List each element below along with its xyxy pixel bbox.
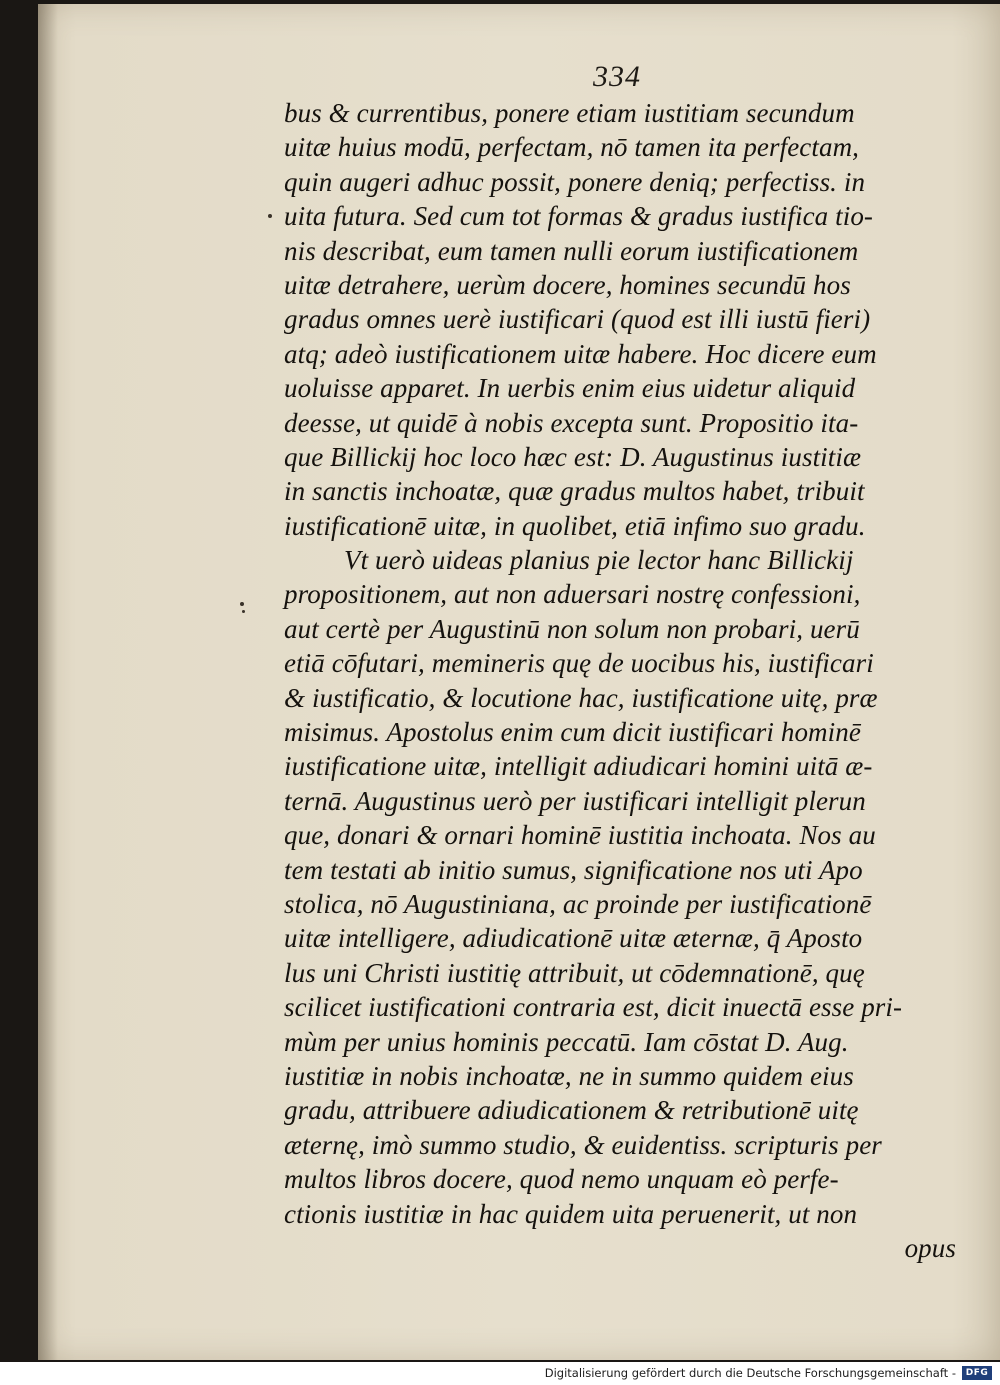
text-line: scilicet iustificationi contraria est, dicit inuectā esse pri- (284, 992, 903, 1023)
dfg-logo: DFG (962, 1366, 992, 1380)
margin-speck (268, 214, 272, 218)
text-line: gradus omnes uerè iustificari (quod est illi iustū fieri) (284, 304, 871, 335)
text-line: propositionem, aut non aduersari nostrę confessioni, (284, 579, 861, 610)
book-page (38, 4, 1000, 1360)
text-line: bus & currentibus, ponere etiam iustitiam secundum (284, 98, 855, 128)
text-line: iustitiæ in nobis inchoatæ, ne in summo quidem eius (284, 1060, 854, 1091)
text-block (284, 96, 956, 1265)
text-line: iustificatione uitæ, intelligit adiudicari homini uitā æ- (284, 751, 873, 782)
text-line: uitæ intelligere, adiudicationē uitæ æternæ, q̄ Aposto (284, 923, 863, 954)
text-line: ternā. Augustinus uerò per iustificari intelligit plerun (284, 785, 866, 816)
gutter-shadow (38, 4, 58, 1360)
text-line: tem testati ab initio sumus, significatione nos uti Apo (284, 854, 863, 885)
text-line: uoluisse apparet. In uerbis enim eius uidetur aliquid (284, 373, 856, 404)
text-line: etiā cōfutari, memineris quę de uocibus his, iustificari (284, 648, 874, 679)
text-line: uitæ detrahere, uerùm docere, homines secundū hos (284, 269, 851, 300)
text-line: iustificationē uitæ, in quolibet, etiā infimo suo gradu. (284, 510, 866, 541)
text-line: lus uni Christi iustitię attribuit, ut cōdemnationē, quę (284, 957, 865, 988)
text-line: mùm per unius hominis peccatū. Iam cōstat D. Aug. (284, 1026, 849, 1057)
text-line: que Billickij hoc loco hæc est: D. Augustinus iustitiæ (284, 441, 862, 472)
text-line: aut certè per Augustinū non solum non probari, uerū (284, 613, 860, 644)
text-line: misimus. Apostolus enim cum dicit iustificari hominē (284, 717, 861, 748)
funding-credit: Digitalisierung gefördert durch die Deutsche Forschungsgemeinschaft - (544, 1366, 956, 1380)
catchword: opus (904, 1232, 956, 1263)
page-number: 334 (593, 60, 641, 93)
text-line: que, donari & ornari hominē iustitia inchoata. Nos au (284, 820, 876, 851)
margin-speck (240, 602, 244, 606)
margin-speck (242, 610, 245, 613)
text-line: deesse, ut quidē à nobis excepta sunt. Propositio ita- (284, 407, 859, 438)
footer-bar (0, 1362, 1000, 1385)
text-line: uitæ huius modū, perfectam, nō tamen ita perfectam, (284, 132, 860, 163)
text-line: quin augeri adhuc possit, ponere deniq; perfectiss. in (284, 166, 866, 197)
text-line: ctionis iustitiæ in hac quidem uita peruenerit, ut non (284, 1198, 858, 1229)
text-line: uita futura. Sed cum tot formas & gradus iustifica tio- (284, 201, 874, 232)
text-line: stolica, nō Augustiniana, ac proinde per iustificationē (284, 888, 872, 919)
text-line: multos libros docere, quod nemo unquam eò perfe- (284, 1164, 839, 1195)
text-line: æternę, imò summo studio, & euidentiss. scripturis per (284, 1129, 882, 1160)
text-line: atq; adeò iustificationem uitæ habere. Hoc dicere eum (284, 338, 877, 369)
text-line: in sanctis inchoatæ, quæ gradus multos habet, tribuit (284, 476, 865, 507)
paragraph-first-line: Vt uerò uideas planius pie lector hanc Billickij (344, 545, 854, 576)
text-line: nis describat, eum tamen nulli eorum iustificationem (284, 235, 859, 266)
text-line: & iustificatio, & locutione hac, iustificatione uitę, præ (284, 682, 878, 713)
text-line: gradu, attribuere adiudicationem & retributionē uitę (284, 1095, 859, 1126)
